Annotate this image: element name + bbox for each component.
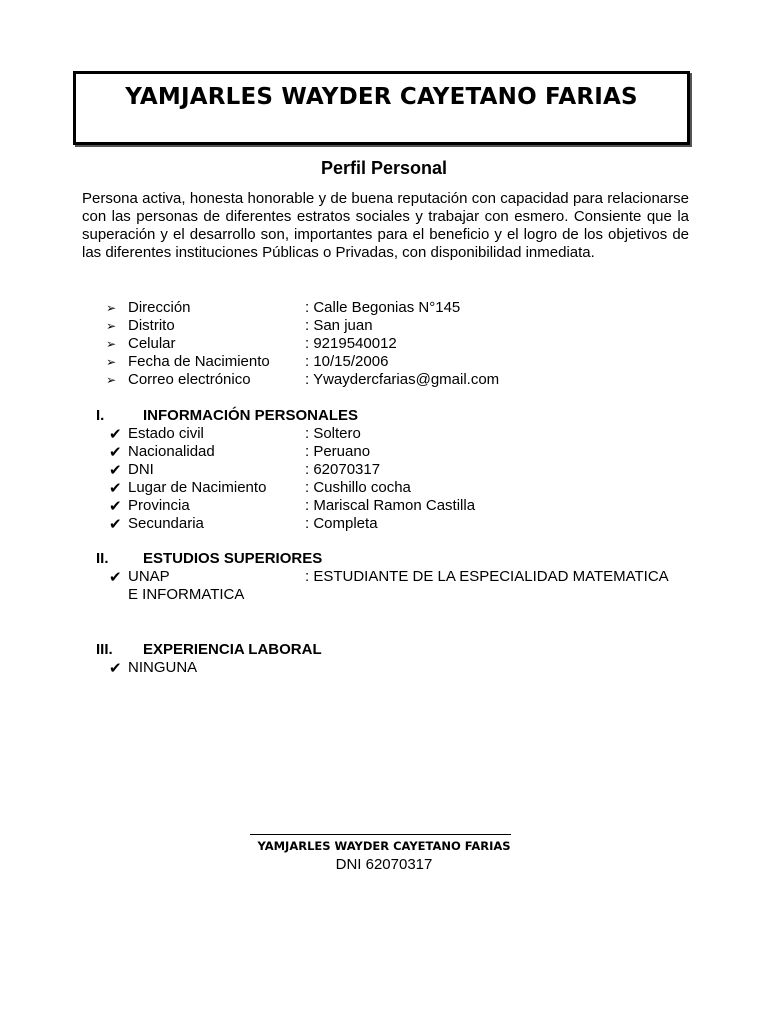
section-number: III. bbox=[96, 641, 113, 658]
arrow-bullet-icon: ➢ bbox=[106, 355, 117, 369]
checkmark-icon: ✔ bbox=[109, 426, 122, 443]
profile-text: Persona activa, honesta honorable y de buena reputación con capacidad para relacionarse con las personas de diferentes estratos sociales y trabajar con esmero. Consiente que la superación y el desarrollo son, importantes para el beneficio y el logro de los objetivos de las diferentes instituciones Públicas o Privadas, con disponibilidad inmediata. bbox=[82, 190, 689, 261]
contact-value: : Calle Begonias N°145 bbox=[305, 299, 461, 316]
item-label: Secundaria bbox=[128, 515, 204, 532]
item-value: : Completa bbox=[305, 515, 378, 532]
arrow-bullet-icon: ➢ bbox=[106, 373, 117, 387]
item-label: NINGUNA bbox=[128, 659, 198, 676]
item-value: : Peruano bbox=[305, 443, 371, 460]
arrow-bullet-icon: ➢ bbox=[106, 301, 117, 315]
item-label: Nacionalidad bbox=[128, 443, 215, 460]
arrow-bullet-icon: ➢ bbox=[106, 319, 117, 333]
item-value: : Soltero bbox=[305, 425, 361, 442]
contact-label: Correo electrónico bbox=[128, 371, 251, 388]
item-label: Provincia bbox=[128, 497, 190, 514]
section-heading: ESTUDIOS SUPERIORES bbox=[143, 550, 323, 567]
item-value-continuation: E INFORMATICA bbox=[128, 586, 245, 603]
checkmark-icon: ✔ bbox=[109, 516, 122, 533]
contact-value: : Ywaydercfarias@gmail.com bbox=[305, 371, 500, 388]
arrow-bullet-icon: ➢ bbox=[106, 337, 117, 351]
checkmark-icon: ✔ bbox=[109, 444, 122, 461]
section-heading: EXPERIENCIA LABORAL bbox=[143, 641, 322, 658]
page-title: YAMJARLES WAYDER CAYETANO FARIAS bbox=[125, 84, 638, 110]
contact-label: Distrito bbox=[128, 317, 175, 334]
signature-name: YAMJARLES WAYDER CAYETANO FARIAS bbox=[257, 839, 511, 853]
signature-dni: DNI 62070317 bbox=[335, 856, 433, 873]
item-value: : Mariscal Ramon Castilla bbox=[305, 497, 476, 514]
item-value: : Cushillo cocha bbox=[305, 479, 411, 496]
checkmark-icon: ✔ bbox=[109, 660, 122, 677]
contact-label: Dirección bbox=[128, 299, 191, 316]
section-number: II. bbox=[96, 550, 109, 567]
item-label: DNI bbox=[128, 461, 154, 478]
contact-value: : San juan bbox=[305, 317, 373, 334]
item-label: Estado civil bbox=[128, 425, 204, 442]
contact-label: Celular bbox=[128, 335, 176, 352]
name-box bbox=[73, 71, 690, 145]
checkmark-icon: ✔ bbox=[109, 569, 122, 586]
item-label: Lugar de Nacimiento bbox=[128, 479, 267, 496]
checkmark-icon: ✔ bbox=[109, 462, 122, 479]
contact-label: Fecha de Nacimiento bbox=[128, 353, 270, 370]
checkmark-icon: ✔ bbox=[109, 498, 122, 515]
item-label: UNAP bbox=[128, 568, 170, 585]
signature-line bbox=[250, 834, 511, 835]
item-value: : ESTUDIANTE DE LA ESPECIALIDAD MATEMATICA bbox=[305, 568, 669, 585]
profile-title: Perfil Personal bbox=[320, 158, 448, 178]
section-number: I. bbox=[96, 407, 105, 424]
item-value: : 62070317 bbox=[305, 461, 381, 478]
section-heading: INFORMACIÓN PERSONALES bbox=[143, 407, 359, 424]
contact-value: : 10/15/2006 bbox=[305, 353, 389, 370]
contact-value: : 9219540012 bbox=[305, 335, 397, 352]
checkmark-icon: ✔ bbox=[109, 480, 122, 497]
